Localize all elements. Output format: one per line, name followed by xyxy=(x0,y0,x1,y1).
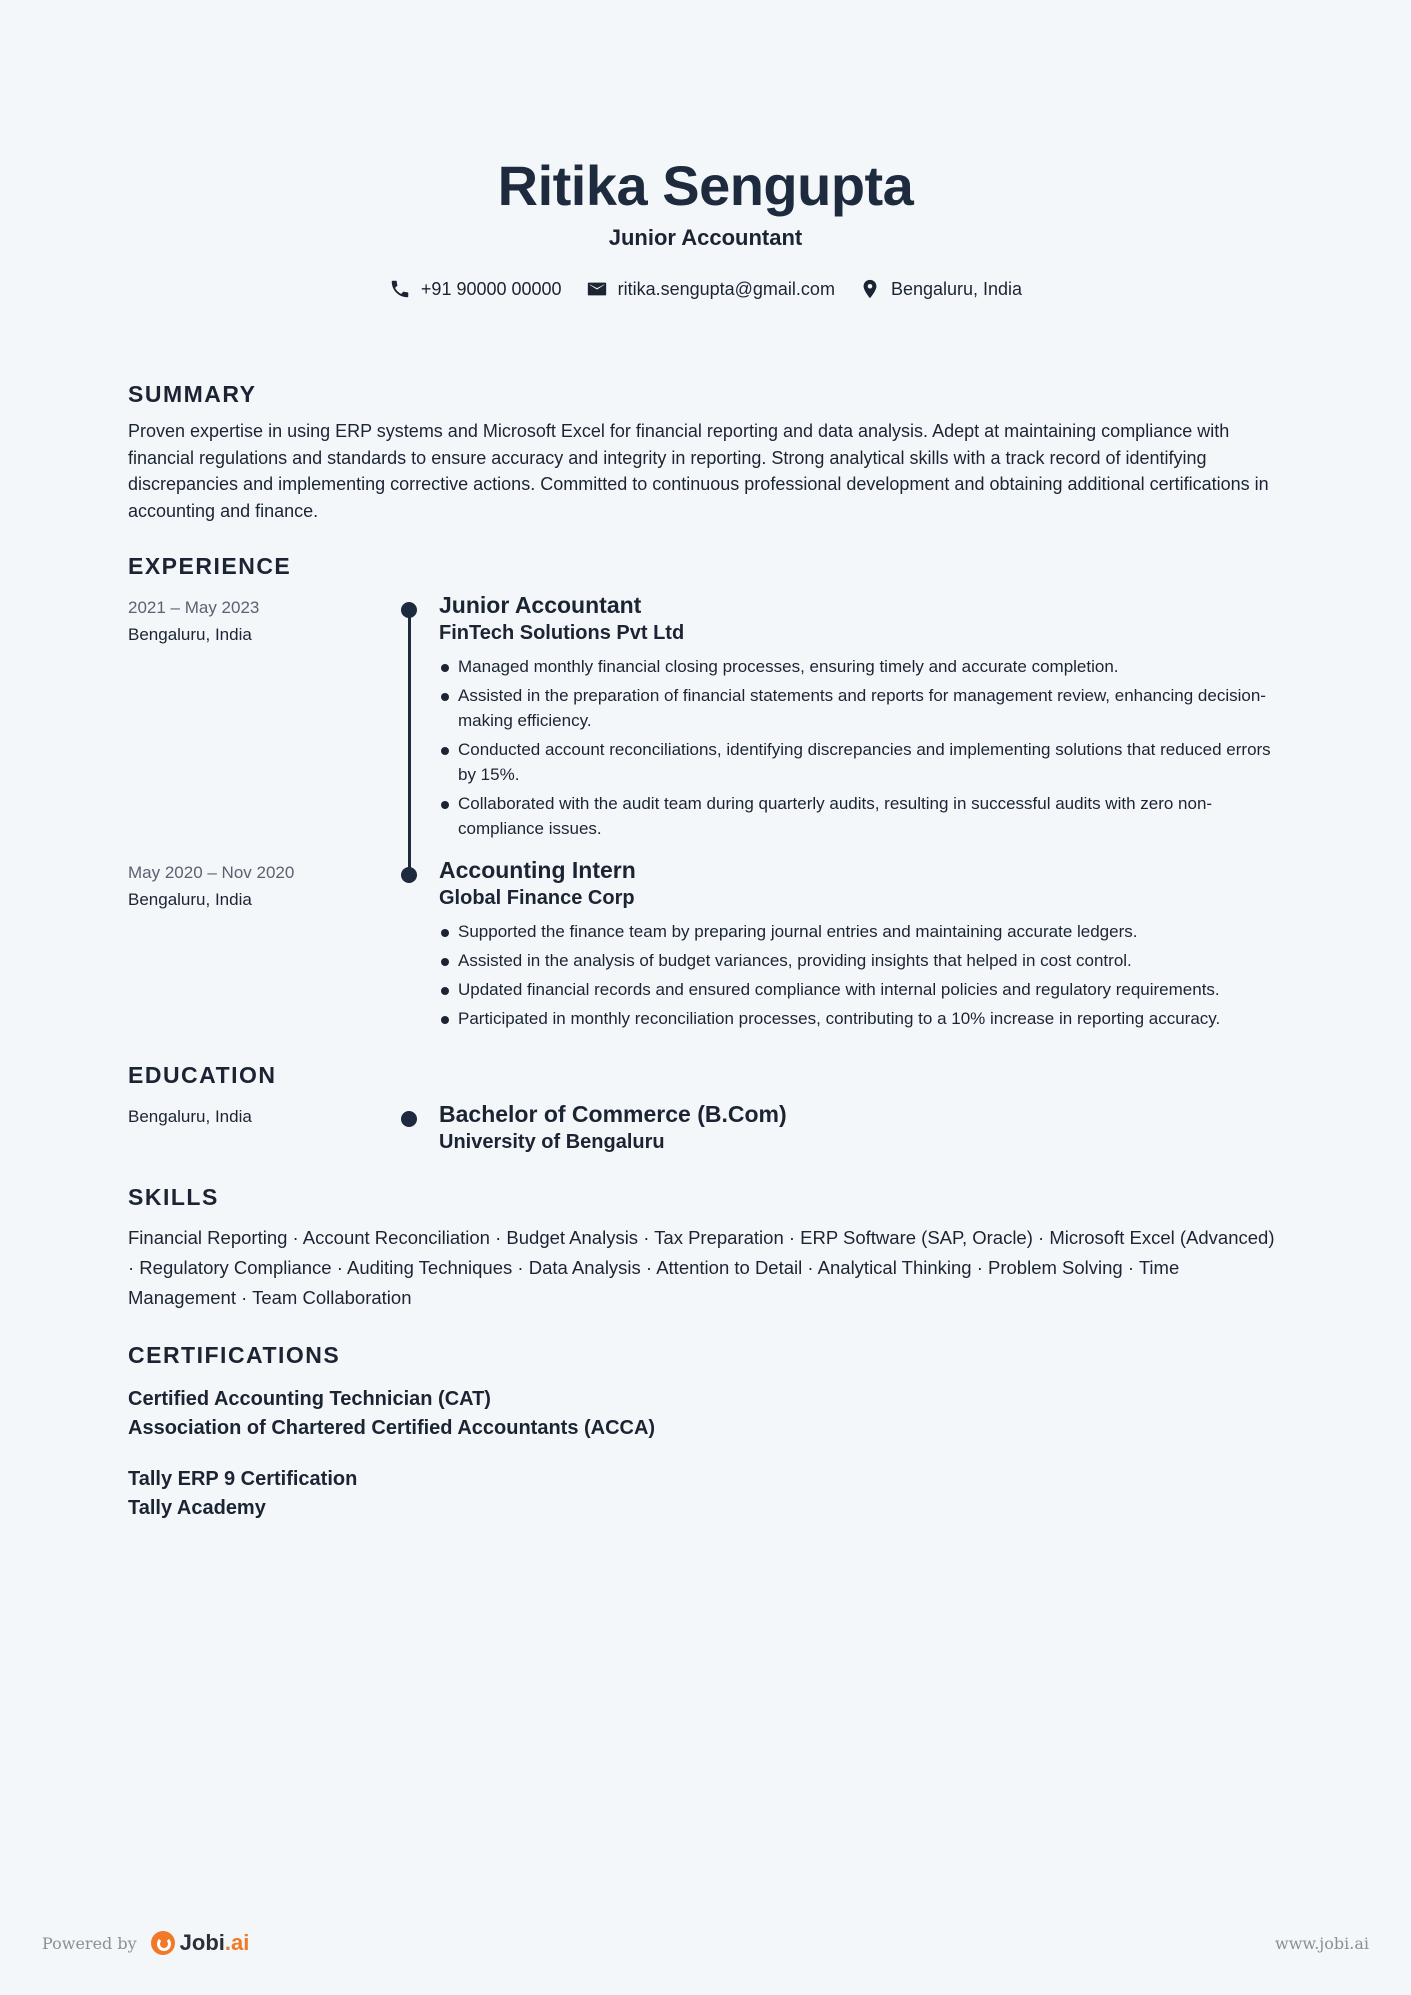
contact-email xyxy=(586,278,835,300)
logo-suffix: .ai xyxy=(224,1930,250,1955)
company-name: FinTech Solutions Pvt Ltd xyxy=(439,622,685,644)
page-footer xyxy=(42,1928,1369,1958)
timeline-line xyxy=(408,606,411,870)
phone-number[interactable]: +91 90000 00000 xyxy=(420,278,562,299)
entry-location: Bengaluru, India xyxy=(128,625,252,644)
list-item: Collaborated with the audit team during quarterly audits, resulting in successful audits with zero non-compliance issues. xyxy=(439,791,1283,841)
section-heading: SKILLS xyxy=(128,1184,219,1210)
degree-name: Bachelor of Commerce (B.Com) xyxy=(439,1101,787,1127)
powered-by xyxy=(42,1930,249,1956)
skills-section xyxy=(128,1181,1283,1313)
list-item: Conducted account reconciliations, identifying discrepancies and implementing solutions that reduced errors by 15%. xyxy=(439,737,1283,787)
list-item: Assisted in the preparation of financial statements and reports for management review, enhancing decision-making efficiency. xyxy=(439,683,1283,733)
list-item: Managed monthly financial closing processes, ensuring timely and accurate completion. xyxy=(439,654,1283,679)
contact-location xyxy=(859,278,1022,300)
contact-phone xyxy=(389,278,562,300)
section-heading: SUMMARY xyxy=(128,381,257,407)
list-item: Updated financial records and ensured compliance with internal policies and regulatory requirements. xyxy=(439,977,1283,1002)
company-name: Global Finance Corp xyxy=(439,887,635,909)
summary-text: Proven expertise in using ERP systems and Microsoft Excel for financial reporting and data analysis. Adept at maintaining compliance with financial regulations and standards to ensure accuracy and integrity in reporting. Strong analytical skills with a track record of identifying discrepancies and implementing corrective actions. Committed to continuous professional development and obtaining additional certifications in accounting and finance. xyxy=(128,421,1269,521)
timeline-rail xyxy=(393,590,430,845)
entry-dates: May 2020 – Nov 2020 xyxy=(128,863,295,882)
education-section xyxy=(128,1059,1283,1155)
certification-issuer: Association of Chartered Certified Accountants (ACCA) xyxy=(128,1417,656,1439)
entry-location: Bengaluru, India xyxy=(128,1107,252,1126)
summary-section xyxy=(128,378,1283,524)
powered-by-label: Powered by xyxy=(42,1933,137,1953)
candidate-name: Ritika Sengupta xyxy=(497,154,914,217)
experience-entry xyxy=(128,590,1283,845)
timeline-rail xyxy=(393,1099,430,1155)
job-role: Accounting Intern xyxy=(439,857,636,883)
experience-section xyxy=(128,550,1283,1035)
jobi-logo-icon xyxy=(151,1931,175,1955)
timeline-dot xyxy=(401,1111,417,1127)
resume-header xyxy=(0,150,1411,300)
certification-item xyxy=(128,1465,1283,1523)
timeline-rail xyxy=(393,855,430,1035)
entry-meta xyxy=(128,1099,393,1155)
resume-content xyxy=(128,378,1283,1523)
email-icon xyxy=(586,278,608,300)
education-entry xyxy=(128,1099,1283,1155)
phone-icon xyxy=(389,278,411,300)
certification-issuer: Tally Academy xyxy=(128,1497,266,1519)
list-item: Supported the finance team by preparing journal entries and maintaining accurate ledgers. xyxy=(439,919,1283,944)
location-pin-icon xyxy=(859,278,881,300)
contact-info xyxy=(0,278,1411,300)
school-name: University of Bengaluru xyxy=(439,1131,665,1153)
skills-list: Financial Reporting · Account Reconciliation · Budget Analysis · Tax Preparation · ERP Software (SAP, Oracle) · Microsoft Excel (Advanced) · Regulatory Compliance · Auditing Techniques · Data Analysis · Attention to Detail · Analytical Thinking · Problem Solving · Time Management · Team Collaboration xyxy=(128,1227,1275,1308)
location-text: Bengaluru, India xyxy=(890,278,1023,299)
website-link[interactable]: www.jobi.ai xyxy=(1275,1933,1369,1953)
entry-body xyxy=(430,590,1283,845)
entry-location: Bengaluru, India xyxy=(128,890,252,909)
list-item: Participated in monthly reconciliation processes, contributing to a 10% increase in reporting accuracy. xyxy=(439,1006,1283,1031)
candidate-title: Junior Accountant xyxy=(608,225,803,250)
jobi-logo[interactable] xyxy=(151,1930,250,1956)
section-heading: EXPERIENCE xyxy=(128,553,292,579)
achievement-list xyxy=(439,919,1283,1031)
certification-name: Certified Accounting Technician (CAT) xyxy=(128,1388,491,1410)
certification-name: Tally ERP 9 Certification xyxy=(128,1468,358,1490)
achievement-list xyxy=(439,654,1283,841)
entry-meta xyxy=(128,855,393,1035)
email-address[interactable]: ritika.sengupta@gmail.com xyxy=(617,278,835,299)
list-item: Assisted in the analysis of budget variances, providing insights that helped in cost control. xyxy=(439,948,1283,973)
experience-entry xyxy=(128,855,1283,1035)
certifications-section xyxy=(128,1339,1283,1523)
entry-body xyxy=(430,1099,1283,1155)
logo-text: Jobi xyxy=(179,1930,225,1955)
entry-meta xyxy=(128,590,393,845)
section-heading: EDUCATION xyxy=(128,1062,277,1088)
entry-dates: 2021 – May 2023 xyxy=(128,598,260,617)
entry-body xyxy=(430,855,1283,1035)
section-heading: CERTIFICATIONS xyxy=(128,1342,341,1368)
job-role: Junior Accountant xyxy=(439,592,642,618)
timeline-dot xyxy=(401,867,417,883)
certification-item xyxy=(128,1385,1283,1443)
